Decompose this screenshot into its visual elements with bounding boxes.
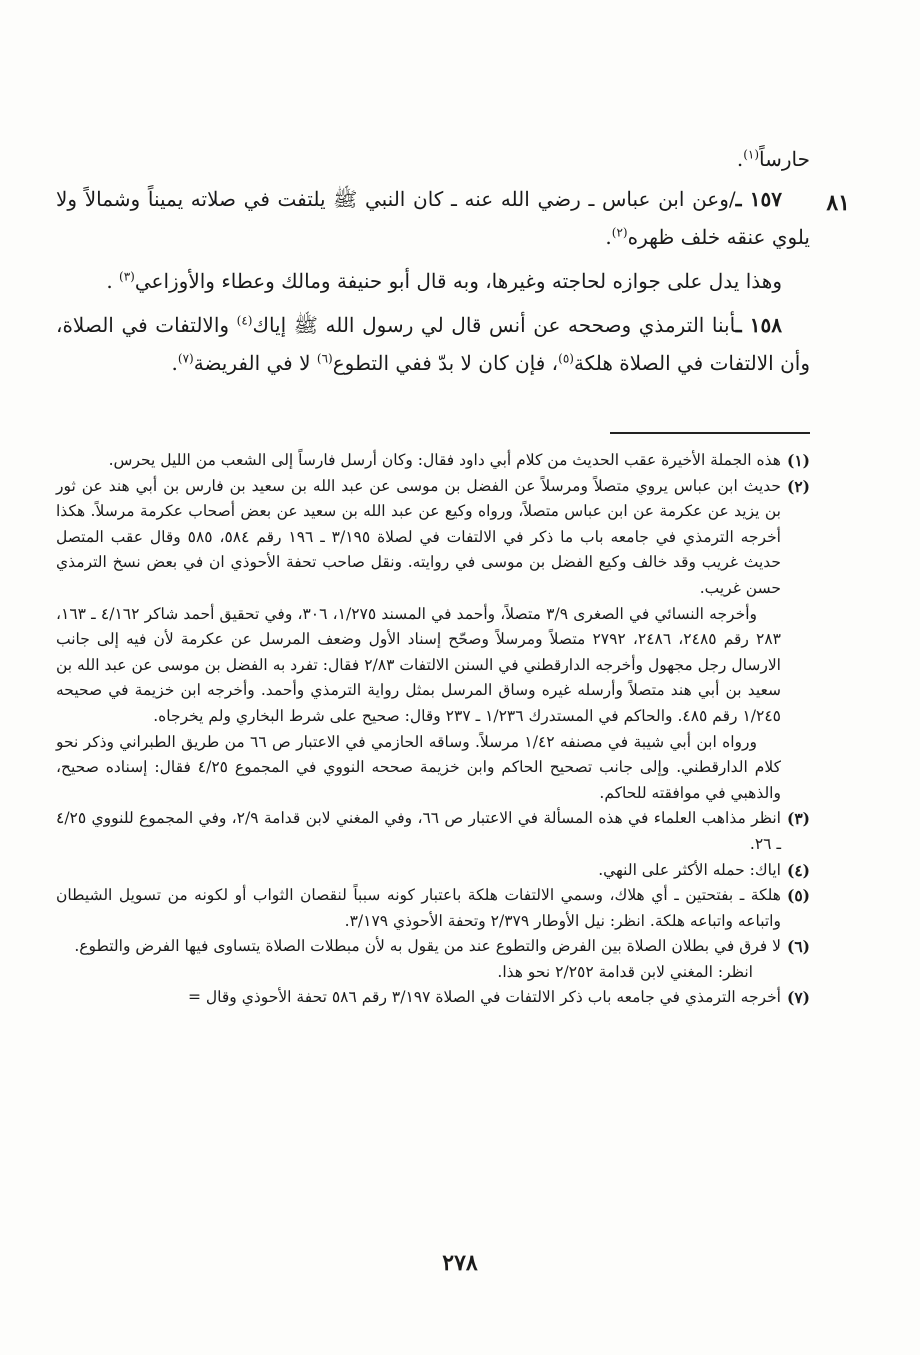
footnote-text: انظر مذاهب العلماء في هذه المسألة في الاعتبار ص ٦٦، وفي المغني لابن قدامة ٢/٩، وفي المجموع للنووي ٤/٢٥ ـ ٢٦. [56,809,781,853]
footnote-text: حديث ابن عباس يروي متصلاً ومرسلاً عن الفضل بن موسى عن عبد الله بن سعيد بن فارس بن أبي هند عن ثور بن يزيد عن عكرمة عن ابن عباس متصلاً، ورواه وكيع عن عبد الله بن سعيد عن بعض أصحاب عكرمة مرسلاً. هكذا أخرجه الترمذي في جامعه باب ما ذكر في الالتفات في لصلاة ٣/١٩٥ ـ ١٩٦ رقم ٥٨٤، ٥٨٥ وقال عقب المتصل حديث غريب وقد خالف وكيع الفضل بن موسى في روايته. ونقل صاحب تحفة الأحوذي ان في بعض نسخ الترمذي حسن غريب. [56,476,781,597]
footnote-ref[interactable]: (٤) [236,313,253,328]
footnote-7 [56,985,810,1011]
footnote-3 [56,806,810,857]
hadith-157: ١٥٧ ـ/وعن ابن عباس ـ رضي الله عنه ـ كان النبي ﷺ يلتفت في صلاته يميناً وشمالاً ولا يلوي عنقه خلف ظهره$^{(٢)}$. [56,187,810,249]
footnote-text: هذه الجملة الأخيرة عقب الحديث من كلام أبي داود فقال: وكان أرسل فارساً إلى الشعب من الليل يحرس. [108,451,781,469]
main-text [56,140,810,388]
footnote-1 [56,448,810,474]
hadith-158: ١٥٨ ـأبنا الترمذي وصححه عن أنس قال لي رسول الله ﷺ إياك$^{(٤)}$ والالتفات في الصلاة، وأن الالتفات في الصلاة هلكة$^{(٥)}$، فإن كان لا بدّ ففي التطوع$^{(٦)}$ لا في الفريضة$^{(٧)}$. [56,313,810,375]
previous-line: حارساً$^{(١)}$. [736,147,810,171]
footnote-ref[interactable]: (١) [743,147,760,162]
footnote-text: هلكة ـ بفتحتين ـ أي هلاك، وسمي الالتفات هلكة باعتبار كونه سبباً لنقصان الثواب أو لكونه من تسويل الشيطان واتباعه واتباعه هلكة. انظر: نيل الأوطار ٢/٣٧٩ وتحفة الأحوذي ٣/١٧٩. [56,886,781,930]
hadith-number: ١٥٧ ـ [735,187,782,211]
footnote-ref[interactable]: (٧) [177,351,194,366]
margin-number: ٨١ [826,190,850,216]
footnote-label: (٧) [786,988,810,1008]
footnote-2 [56,474,810,807]
page-number: ٢٧٨ [442,1250,478,1276]
footnote-ref[interactable]: (٣) [119,269,135,284]
hadith-number: ١٥٨ ـ [735,313,783,337]
commentary: وهذا يدل على جوازه لحاجته وغيرها، وبه قال أبو حنيفة ومالك وعطاء والأوزاعي$^{(٣)}$ . [106,269,782,293]
footnote-6 [56,934,810,985]
footnote-text: اياك: حمله الأكثر على النهي. [598,860,781,879]
footnote-ref[interactable]: (٢) [611,225,628,240]
footnote-5 [56,883,810,934]
footnote-label: (١) [786,451,810,470]
footnote-text: أخرجه الترمذي في جامعه باب ذكر الالتفات في الصلاة ٣/١٩٧ رقم ٥٨٦ تحفة الأحوذي وقال = [188,988,781,1007]
footnote-text: ورواه ابن أبي شيبة في مصنفه ١/٤٢ مرسلاً. وساقه الحازمي في الاعتبار ص ٦٦ من طريق الطبراني وذكر نحو كلام الدارقطني. وإلى جانب تصحيح الحاكم وابن خزيمة صححه النووي في المجموع ٤/٢٥ فقال: إسناده صحيح، والذهبي في موافقته للحاكم. [56,732,781,802]
footnote-label: (٥) [786,886,810,906]
footnote-ref[interactable]: (٥) [558,351,574,366]
footnote-ref[interactable]: (٦) [316,351,333,366]
footnote-4 [56,858,810,884]
footnote-label: (٤) [786,860,810,880]
footnote-text: انظر: المغني لابن قدامة ٢/٢٥٢ نحو هذا. [497,962,753,981]
footnote-label: (٣) [786,809,810,829]
footnote-text: لا فرق في بطلان الصلاة بين الفرض والتطوع عند من يقول به لأن مبطلات الصلاة يتساوى فيها الفرض والتطوع. [74,937,781,956]
footnote-separator [610,432,810,434]
footnote-label: (٦) [786,937,810,957]
footnotes [56,448,810,1011]
footnote-text: وأخرجه النسائي في الصغرى ٣/٩ متصلاً، وأحمد في المسند ١/٢٧٥، ٣٠٦، وفي تحقيق أحمد شاكر ٤/١٦٢ ـ ١٦٣، ٢٨٣ رقم ٢٤٨٥، ٢٤٨٦، ٢٧٩٢ متصلاً ومرسلاً وصحّح إسناد الأول وضعف المرسل عن عكرمة لأن فيه إلى جانب الارسال رجل مجهول وأخرجه الدارقطني في السنن الالتفات ٢/٨٣ فقال: تفرد به الفضل بن موسى عن عبد الله بن سعيد بن أبي هند متصلاً وأرسله غيره وساق المرسل بمثل رواية الترمذي وأحمد. وأخرجه ابن خزيمة في صحيحه ١/٢٤٥ رقم ٤٨٥. والحاكم في المستدرك ١/٢٣٦ ـ ٢٣٧ وقال: صحيح على شرط البخاري ولم يخرجاه. [56,604,781,725]
footnote-label: (٢) [786,476,810,496]
